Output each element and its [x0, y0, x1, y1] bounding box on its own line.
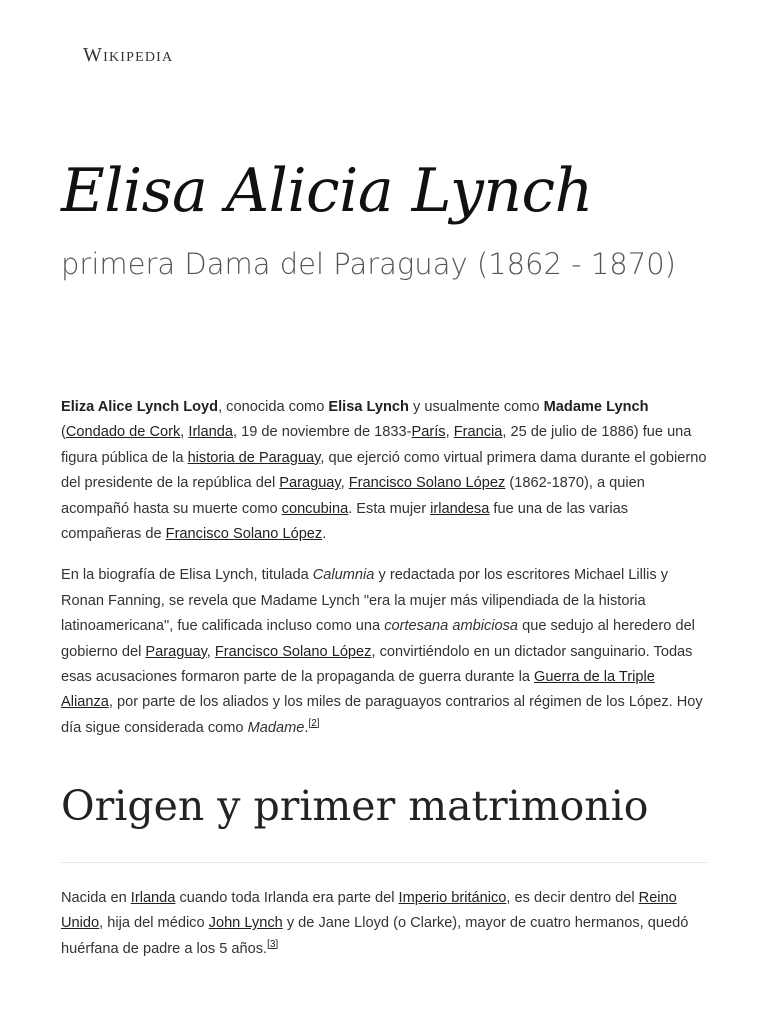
text: En la biografía de Elisa Lynch, titulada — [61, 567, 313, 584]
wikipedia-logo[interactable]: Wikipedia — [83, 44, 174, 66]
section-body — [61, 886, 707, 962]
text: y redactada por los escritores Michael Lillis y Ronan Fanning, se revela que Madame Lynch "era la mujer más vilipendiada de la historia latinoamericana", fue calificada incluso como una — [61, 567, 669, 635]
text: , — [180, 424, 189, 441]
biography-paragraph — [61, 563, 707, 741]
text: Nacida en — [61, 890, 131, 906]
link-francisco-solano-lopez[interactable]: Francisco Solano López — [165, 526, 323, 543]
italic-word: Madame — [247, 719, 305, 736]
text: que sedujo al heredero del gobierno del — [61, 618, 695, 660]
text: y usualmente como — [408, 399, 544, 415]
text: y de Jane Lloyd (o Clarke), mayor de cuatro hermanos, quedó huérfana de padre a los 5 años. — [61, 915, 689, 957]
link-francisco-solano-lopez[interactable]: Francisco Solano López — [348, 475, 506, 492]
link-irlandesa[interactable]: irlandesa — [430, 500, 490, 517]
link-francia[interactable]: Francia — [453, 424, 503, 441]
page-title: Elisa Alicia Lynch — [61, 156, 593, 226]
text: , 19 de noviembre de 1833- — [233, 424, 412, 441]
link-historia-de-paraguay[interactable]: historia de Paraguay — [187, 449, 321, 466]
link-paraguay[interactable]: Paraguay — [279, 475, 341, 492]
text: , — [445, 424, 454, 441]
text: , — [206, 643, 215, 660]
italic-title: Calumnia — [312, 567, 375, 584]
page-subtitle: primera Dama del Paraguay (1862 - 1870) — [61, 247, 676, 281]
origin-paragraph — [61, 886, 707, 962]
text: , por parte de los aliados y los miles de paraguayos contrarios al régimen de los López. Hoy día sigue considerada como — [61, 694, 703, 736]
link-irlanda[interactable]: Irlanda — [188, 424, 234, 441]
text: fue una de las varias compañeras de — [61, 500, 629, 543]
text: , es decir dentro del — [506, 890, 639, 906]
text: . Esta mujer — [348, 500, 431, 517]
link-guerra-de-la-triple-alianza[interactable]: Guerra de la Triple Alianza — [61, 669, 655, 711]
text: , que ejerció como virtual primera dama durante el gobierno del presidente de la república del — [61, 449, 707, 492]
text: . — [304, 719, 309, 736]
reference-link[interactable]: [3] — [267, 938, 279, 950]
reference-link[interactable]: [2] — [308, 717, 320, 729]
text: . — [322, 526, 327, 543]
bold-name: Elisa Lynch — [328, 399, 409, 415]
section-heading: Origen y primer matrimonio — [61, 782, 649, 830]
text: , convirtiéndolo en un dictador sanguinario. Todas esas acusaciones formaron parte de la propaganda de guerra durante la — [61, 643, 693, 686]
link-irlanda[interactable]: Irlanda — [130, 890, 176, 906]
article-body — [61, 395, 707, 757]
text: (1862-1870), a quien acompañó hasta su muerte como — [61, 475, 645, 517]
text: cuando toda Irlanda era parte del — [175, 890, 399, 906]
italic-phrase: cortesana ambiciosa — [384, 618, 519, 635]
text: ( — [61, 424, 66, 441]
link-condado-de-cork[interactable]: Condado de Cork — [65, 424, 181, 441]
link-paraguay[interactable]: Paraguay — [145, 643, 207, 660]
link-john-lynch[interactable]: John Lynch — [208, 915, 283, 932]
link-imperio-britanico[interactable]: Imperio británico — [398, 890, 507, 906]
bold-name: Madame Lynch — [543, 399, 649, 415]
text: , — [340, 475, 349, 492]
link-concubina[interactable]: concubina — [281, 500, 349, 517]
intro-paragraph — [61, 395, 707, 547]
link-francisco-solano-lopez[interactable]: Francisco Solano López — [214, 643, 372, 660]
text: , 25 de julio de 1886) fue una figura pública de la — [61, 424, 692, 466]
section-divider — [61, 862, 707, 863]
link-paris[interactable]: París — [411, 424, 446, 441]
text: , conocida como — [218, 399, 329, 415]
link-reino-unido[interactable]: Reino Unido — [61, 890, 677, 932]
bold-name: Eliza Alice Lynch Loyd — [61, 399, 219, 415]
text: , hija del médico — [99, 915, 209, 932]
